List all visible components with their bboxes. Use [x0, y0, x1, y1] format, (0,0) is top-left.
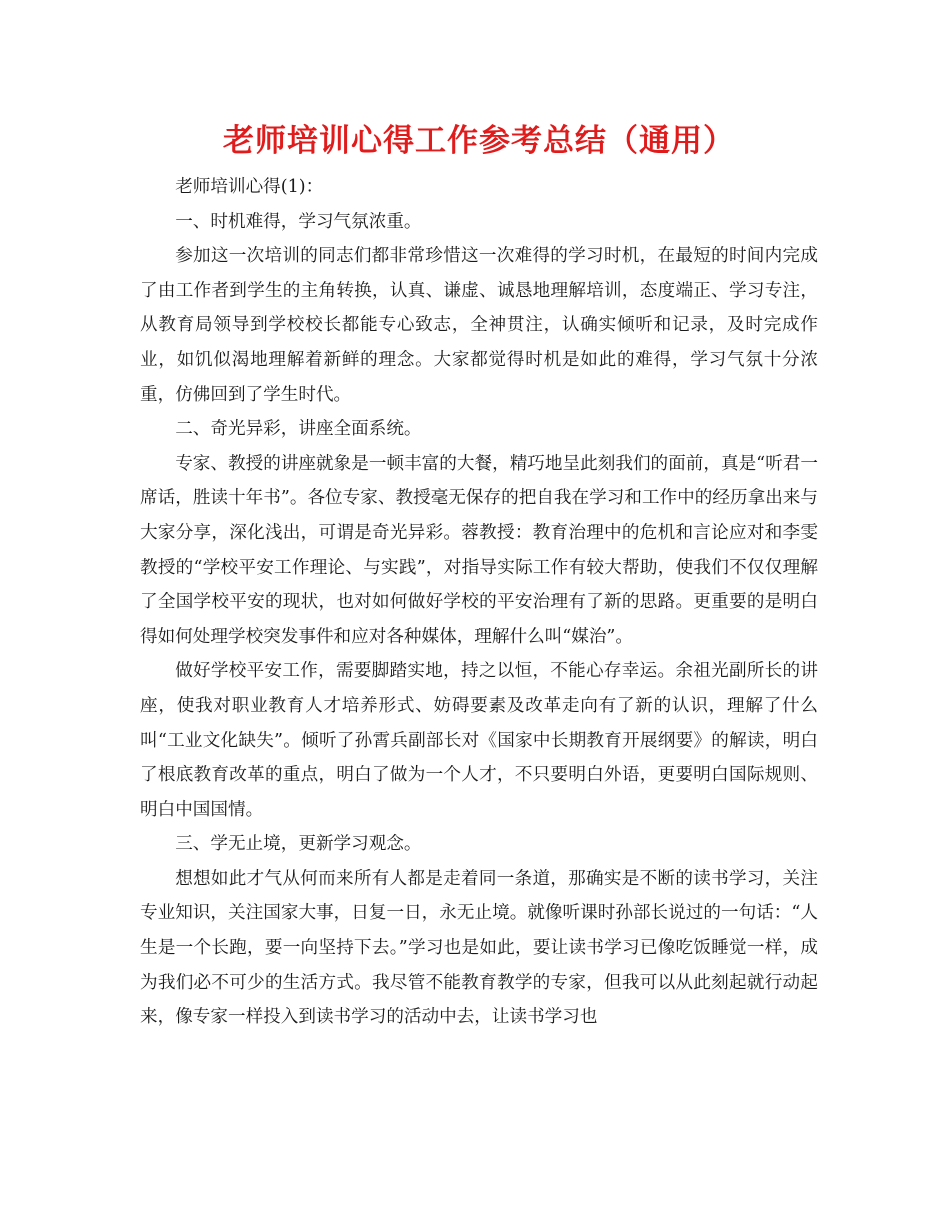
paragraph-2: 专家、教授的讲座就象是一顿丰富的大餐，精巧地呈此刻我们的面前，真是“听君一席话，胜读十年书”。各位专家、教授毫无保存的把自我在学习和工作中的经历拿出来与大家分享，深化浅出，可谓是奇光异彩。蓉教授：教育治理中的危机和言论应对和李雯教授的“学校平安工作理论、与实践”，对指导实际工作有较大帮助，使我们不仅仅理解了全国学校平安的现状，也对如何做好学校的平安治理有了新的思路。更重要的是明白得如何处理学校突发事件和应对各种媒体，理解什么叫“媒治”。 [140, 453, 818, 647]
document-body [140, 170, 818, 1035]
paragraph-1: 参加这一次培训的同志们都非常珍惜这一次难得的学习时机，在最短的时间内完成了由工作者到学生的主角转换，认真、谦虚、诚恳地理解培训，态度端正、学习专注，从教育局领导到学校校长都能专心致志，全神贯注，认确实倾听和记录，及时完成作业，如饥似渴地理解着新鲜的理念。大家都觉得时机是如此的难得，学习气氛十分浓重，仿佛回到了学生时代。 [140, 246, 818, 405]
heading-3: 三、学无止境，更新学习观念。 [175, 834, 422, 855]
paragraph-4: 想想如此才气从何而来所有人都是走着同一条道，那确实是不断的读书学习，关注专业知识，关注国家大事，日复一日，永无止境。就像听课时孙部长说过的一句话：“人生是一个长跑，要一向坚持下去。”学习也是如此，要让读书学习已像吃饭睡觉一样，成为我们必不可少的生活方式。我尽管不能教育教学的专家，但我可以从此刻起就行动起来，像专家一样投入到读书学习的活动中去，让读书学习也 [140, 868, 818, 1028]
heading-2: 二、奇光异彩，讲座全面系统。 [175, 419, 422, 440]
document-title: 老师培训心得工作参考总结（通用） [223, 123, 735, 159]
heading-1: 一、时机难得，学习气氛浓重。 [175, 211, 422, 232]
paragraph-3: 做好学校平安工作，需要脚踏实地，持之以恒，不能心存幸运。余祖光副所长的讲座，使我对职业教育人才培养形式、妨碍要素及改革走向有了新的认识，理解了什么叫“工业文化缺失”。倾听了孙霄兵副部长对《国家中长期教育开展纲要》的解读，明白了根底教育改革的重点，明白了做为一个人才，不只要明白外语，更要明白国际规则、明白中国国情。 [140, 661, 818, 820]
section-label: 老师培训心得(1)： [175, 177, 324, 197]
